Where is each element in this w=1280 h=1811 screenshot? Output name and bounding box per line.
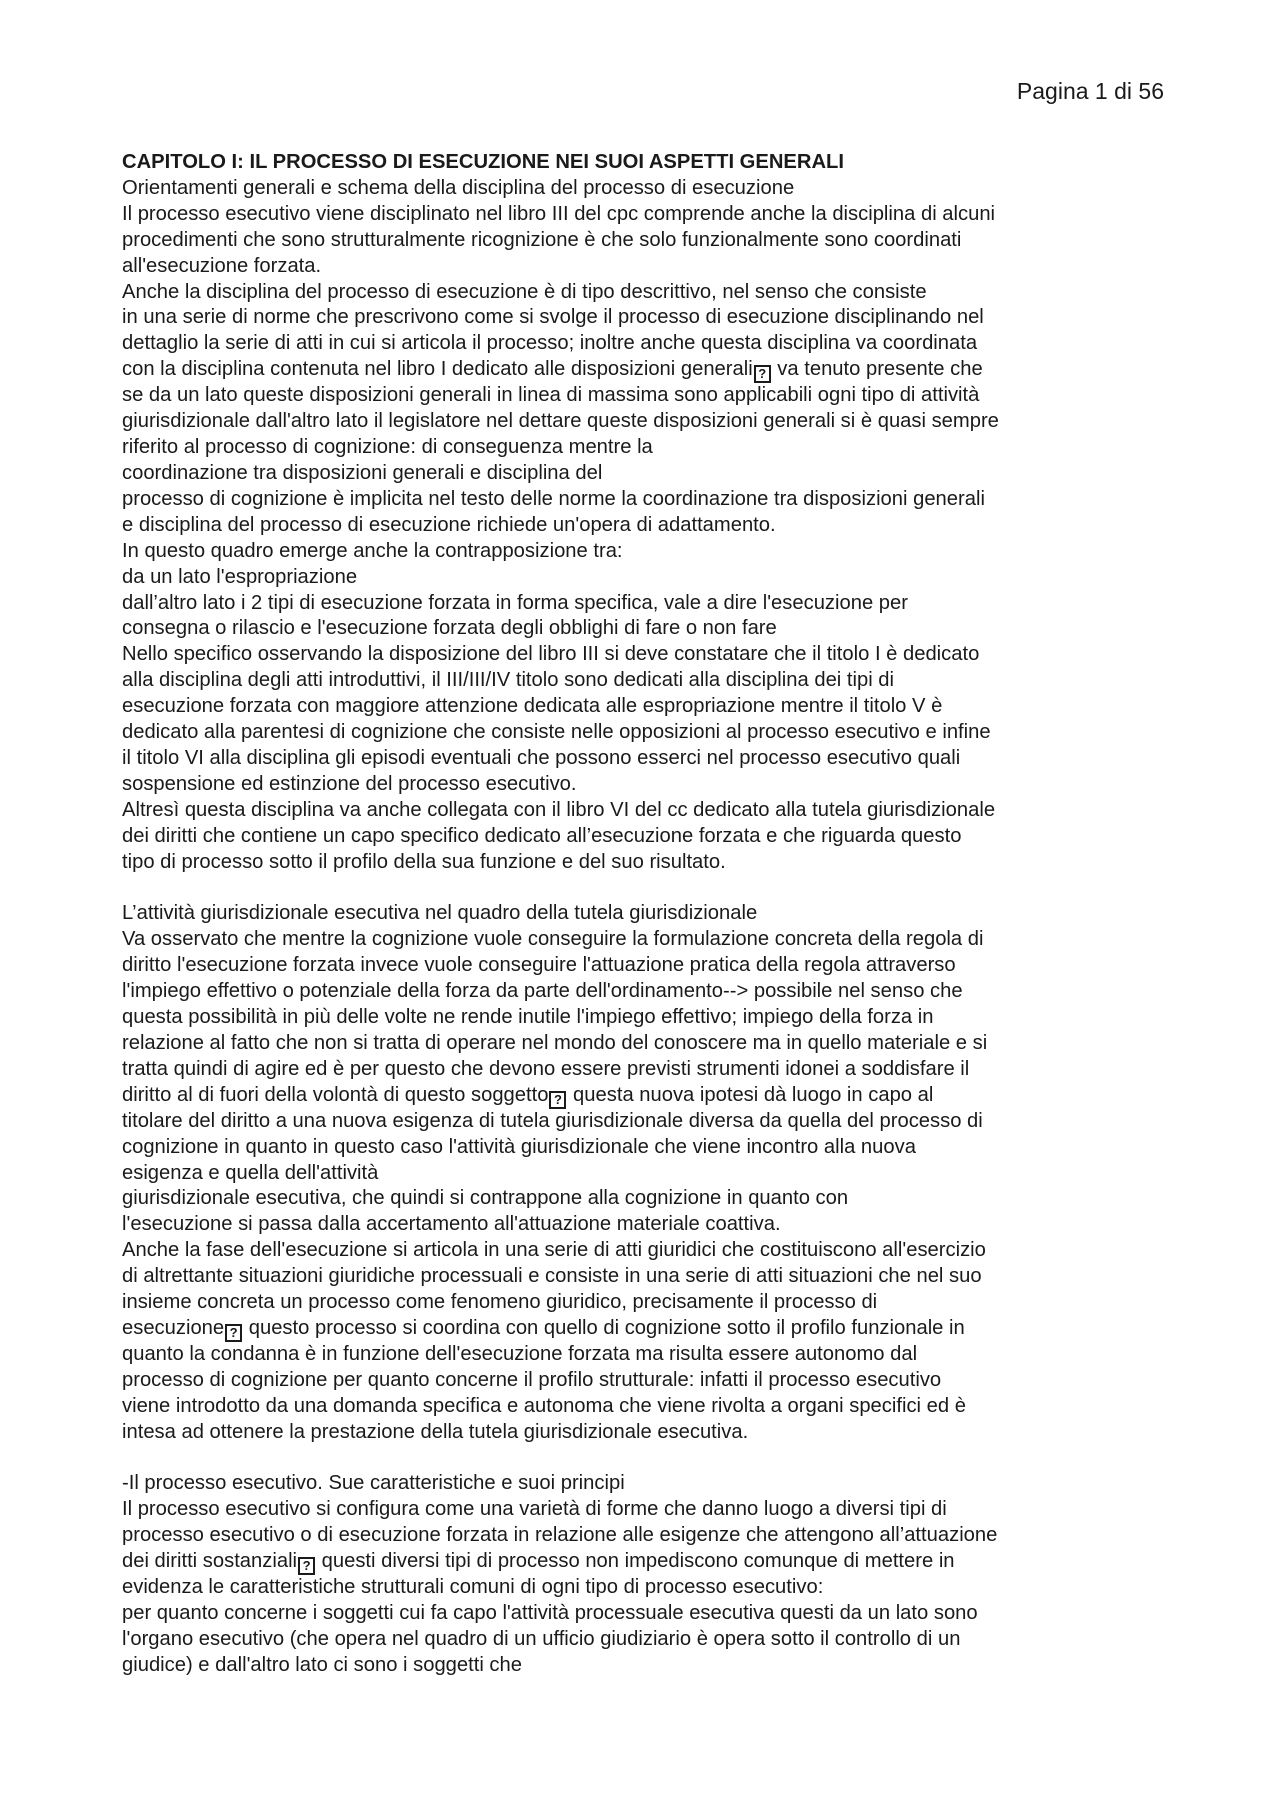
text-line: all'esecuzione forzata. <box>122 254 322 277</box>
text-line: tratta quindi di agire ed è per questo che devono essere previsti strumenti idonei a soddisfare il <box>122 1057 970 1080</box>
text-line: processo di cognizione per quanto concerne il profilo strutturale: infatti il processo esecutivo <box>122 1368 942 1391</box>
text-fragment: questa nuova ipotesi dà luogo in capo al <box>567 1083 934 1106</box>
text-line: dei diritti che contiene un capo specifico dedicato all’esecuzione forzata e che riguarda questo <box>122 824 962 847</box>
missing-glyph-icon: ? <box>298 1557 315 1575</box>
missing-glyph-icon: ? <box>549 1091 566 1109</box>
text-fragment: esecuzione <box>122 1316 225 1339</box>
text-line: processo di cognizione è implicita nel testo delle norme la coordinazione tra disposizioni generali <box>122 487 985 510</box>
text-fragment: questo processo si coordina con quello di cognizione sotto il profilo funzionale in <box>243 1316 965 1339</box>
text-line: tipo di processo sotto il profilo della sua funzione e del suo risultato. <box>122 850 726 873</box>
text-line <box>122 1083 1168 1109</box>
text-line: cognizione in quanto in questo caso l'attività giurisdizionale che viene incontro alla nuova <box>122 1135 916 1158</box>
text-fragment: con la disciplina contenuta nel libro I dedicato alle disposizioni generali <box>122 358 753 381</box>
text-line: Anche la fase dell'esecuzione si articola in una serie di atti giuridici che costituiscono all'esercizio <box>122 1239 986 1262</box>
text-line: esigenza e quella dell'attività <box>122 1161 379 1184</box>
text-line: esecuzione forzata con maggiore attenzione dedicata alle espropriazione mentre il titolo V è <box>122 695 943 718</box>
text-line: in una serie di norme che prescrivono come si svolge il processo di esecuzione disciplinando nel <box>122 306 984 329</box>
paragraph-gap <box>122 1446 1168 1472</box>
text-line: Va osservato che mentre la cognizione vuole conseguire la formulazione concreta della regola di <box>122 928 984 951</box>
text-line: intesa ad ottenere la prestazione della tutela giurisdizionale esecutiva. <box>122 1420 749 1443</box>
text-line: evidenza le caratteristiche strutturali comuni di ogni tipo di processo esecutivo: <box>122 1576 824 1599</box>
text-line: Anche la disciplina del processo di esecuzione è di tipo descrittivo, nel senso che consiste <box>122 280 927 303</box>
text-line: se da un lato queste disposizioni generali in linea di massima sono applicabili ogni tipo di attività <box>122 384 980 407</box>
text-line: viene introdotto da una domanda specifica e autonoma che viene rivolta a organi specifici ed è <box>122 1394 966 1417</box>
text-line: Il processo esecutivo viene disciplinato nel libro III del cpc comprende anche la disciplina di alcuni <box>122 202 996 225</box>
text-line: In questo quadro emerge anche la contrapposizione tra: <box>122 539 623 562</box>
section-title: Orientamenti generali e schema della disciplina del processo di esecuzione <box>122 176 795 199</box>
text-line: da un lato l'espropriazione <box>122 565 358 588</box>
text-line: consegna o rilascio e l'esecuzione forzata degli obblighi di fare o non fare <box>122 617 777 640</box>
text-fragment: diritto al di fuori della volontà di questo soggetto <box>122 1083 549 1106</box>
text-line: coordinazione tra disposizioni generali e disciplina del <box>122 461 603 484</box>
text-line: diritto l'esecuzione forzata invece vuole conseguire l'attuazione pratica della regola attraverso <box>122 954 956 977</box>
chapter-heading: CAPITOLO I: IL PROCESSO DI ESECUZIONE NEI SUOI ASPETTI GENERALI <box>122 151 844 173</box>
text-line: e disciplina del processo di esecuzione richiede un'opera di adattamento. <box>122 513 776 536</box>
text-line: l'impiego effettivo o potenziale della forza da parte dell'ordinamento--> possibile nel senso che <box>122 980 963 1003</box>
text-line: Il processo esecutivo si configura come una varietà di forme che danno luogo a diversi tipi di <box>122 1498 947 1521</box>
text-line: insieme concreta un processo come fenomeno giuridico, precisamente il processo di <box>122 1291 878 1314</box>
section-title: -Il processo esecutivo. Sue caratteristiche e suoi principi <box>122 1472 625 1495</box>
text-fragment: dei diritti sostanziali <box>122 1550 298 1573</box>
text-line: riferito al processo di cognizione: di conseguenza mentre la <box>122 436 653 459</box>
missing-glyph-icon: ? <box>754 365 771 383</box>
text-line: giurisdizionale dall'altro lato il legislatore nel dettare queste disposizioni generali si è quasi sempre <box>122 410 999 433</box>
text-line <box>122 1316 1168 1342</box>
text-fragment: va tenuto presente che <box>771 358 983 381</box>
text-line: dettaglio la serie di atti in cui si articola il processo; inoltre anche questa disciplina va coordinata <box>122 332 978 355</box>
text-line: relazione al fatto che non si tratta di operare nel mondo del conoscere ma in quello materiale e si <box>122 1031 988 1054</box>
text-line: Nello specifico osservando la disposizione del libro III si deve constatare che il titolo I è dedicato <box>122 643 980 666</box>
text-line <box>122 1549 1168 1575</box>
text-line: alla disciplina degli atti introduttivi, il III/III/IV titolo sono dedicati alla disciplina dei tipi di <box>122 669 895 692</box>
document-body <box>122 150 1168 1679</box>
page-number: Pagina 1 di 56 <box>1016 78 1164 104</box>
text-line: titolare del diritto a una nuova esigenza di tutela giurisdizionale diversa da quella del processo di <box>122 1109 983 1132</box>
paragraph-gap <box>122 875 1168 901</box>
text-line: di altrettante situazioni giuridiche processuali e consiste in una serie di atti situazioni che nel suo <box>122 1265 982 1288</box>
text-line: dall’altro lato i 2 tipi di esecuzione forzata in forma specifica, vale a dire l'esecuzione per <box>122 591 908 614</box>
text-line: questa possibilità in più delle volte ne rende inutile l'impiego effettivo; impiego della forza in <box>122 1005 934 1028</box>
text-line: processo esecutivo o di esecuzione forzata in relazione alle esigenze che attengono all’attuazione <box>122 1524 998 1547</box>
text-line: procedimenti che sono strutturalmente ricognizione è che solo funzionalmente sono coordinati <box>122 228 962 251</box>
missing-glyph-icon: ? <box>225 1324 242 1342</box>
text-line: sospensione ed estinzione del processo esecutivo. <box>122 772 577 795</box>
text-line: per quanto concerne i soggetti cui fa capo l'attività processuale esecutiva questi da un lato sono <box>122 1602 978 1625</box>
text-line: quanto la condanna è in funzione dell'esecuzione forzata ma risulta essere autonomo dal <box>122 1342 918 1365</box>
text-line: l'esecuzione si passa dalla accertamento all'attuazione materiale coattiva. <box>122 1213 781 1236</box>
text-line: l'organo esecutivo (che opera nel quadro di un ufficio giudiziario è opera sotto il controllo di un <box>122 1628 961 1650</box>
text-line: dedicato alla parentesi di cognizione che consiste nelle opposizioni al processo esecutivo e infine <box>122 721 991 744</box>
text-fragment: questi diversi tipi di processo non impediscono comunque di mettere in <box>316 1550 955 1573</box>
section-title: L’attività giurisdizionale esecutiva nel quadro della tutela giurisdizionale <box>122 902 758 925</box>
text-line: giurisdizionale esecutiva, che quindi si contrappone alla cognizione in quanto con <box>122 1187 849 1210</box>
text-line: giudice) e dall'altro lato ci sono i soggetti che <box>122 1653 522 1676</box>
text-line: il titolo VI alla disciplina gli episodi eventuali che possono esserci nel processo esecutivo quali <box>122 746 961 769</box>
text-line <box>122 357 1168 383</box>
text-line: Altresì questa disciplina va anche collegata con il libro VI del cc dedicato alla tutela giurisdizionale <box>122 798 996 821</box>
